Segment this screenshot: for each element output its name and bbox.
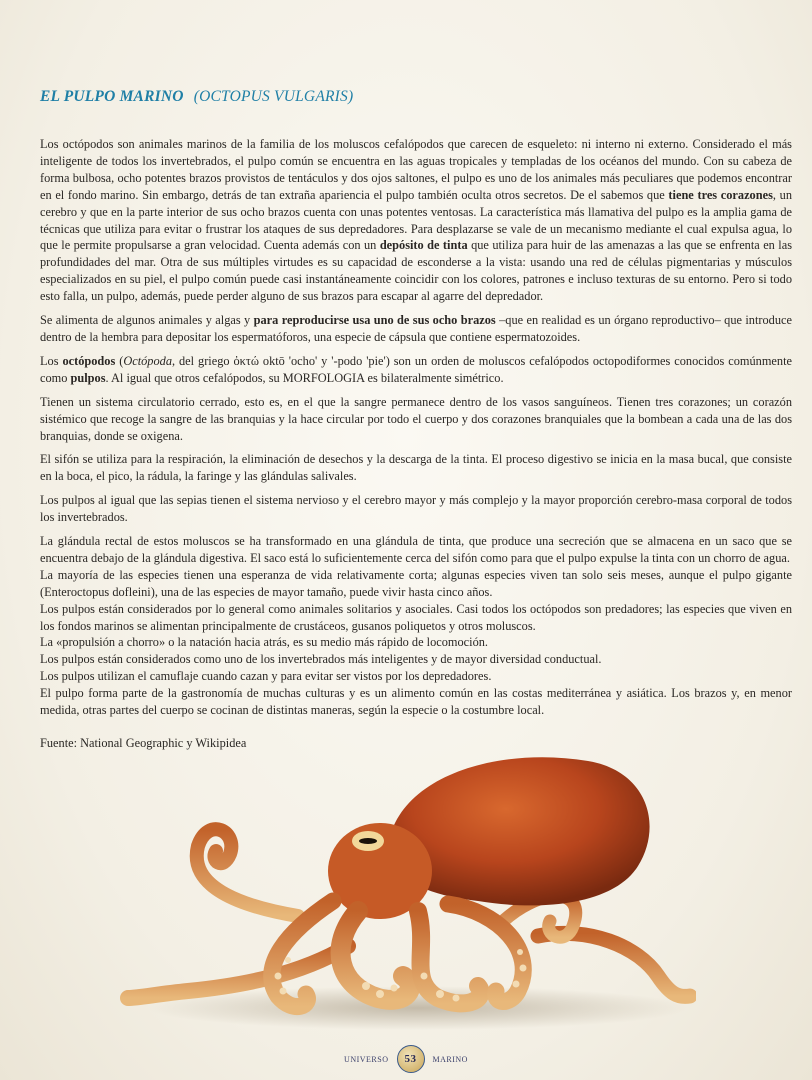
bold-text: tiene tres corazones <box>668 187 773 202</box>
source-credit: Fuente: National Geographic y Wikipidea <box>40 736 247 750</box>
title-main: EL PULPO MARINO <box>40 88 184 105</box>
page-footer <box>0 1045 812 1073</box>
footer-left-text: UNIVERSO <box>344 1054 389 1064</box>
paragraph-12: Los pulpos utilizan el camuflaje cuando cazan y para evitar ser vistos por los depredadores. <box>40 669 492 684</box>
text: . Al igual que otros cefalópodos, su MORFOLOGIA es bilateralmente simétrico. <box>105 370 504 385</box>
octopus-arm <box>197 829 298 916</box>
title-scientific-name: (OCTOPUS VULGARIS) <box>193 88 354 105</box>
paragraph-4: Tienen un sistema circulatorio cerrado, esto es, en el que la sangre permanece dentro de los vasos sanguíneos. Tienen tres corazones; un corazón sistémico que recoge la sangre de las branquias y la hace circular por todo el cuerpo y dos corazones branquiales que la bombean a cada una de las dos branquias, donde se oxigena. <box>40 394 792 443</box>
page-number: 53 <box>404 1053 417 1065</box>
octopus-pupil <box>359 838 377 844</box>
text: , del griego ὀκτώ oktō 'ocho' y '-podo 'pie') son un orden de moluscos cefalópodos octopodiformes conocidos comúnmente como <box>40 353 792 385</box>
octopus-illustration <box>118 736 696 1036</box>
text: Se alimenta de algunos animales y algas y <box>40 313 254 328</box>
paragraph-3 <box>40 353 792 387</box>
paragraph-10: La «propulsión a chorro» o la natación hacia atrás, es su medio más rápido de locomoción. <box>40 635 489 650</box>
text: que utiliza para huir de las amenazas a las que se enfrenta en las profundidades del mar. Otra de sus múltiples virtudes es su capacidad de esconderse a la vista: usando una red de células pigmentarias y músculos especializados en su piel, el pulpo común puede casi instantáneamente coincidir con los colores, patrones e incluso texturas de su entorno. Pero si todo esto falla, un pulpo, además, puede perder alguno de sus brazos para escapar al agarre del depredador. <box>40 238 793 304</box>
text: , un cerebro y que en la parte interior de sus ocho brazos cuenta con unas potentes ventosas. La característica más llamativa del pulpo es la amplia gama de técnicas que utiliza para evitar o frustrar los ataques de sus depredadores. Para desplazarse se vale de un mecanismo mediante el cual expulsa agua, lo que le permite propulsarse a gran velocidad. Cuenta además con un <box>40 187 792 253</box>
bold-text: depósito de tinta <box>379 238 468 253</box>
paragraph-11: Los pulpos están considerados como uno de los invertebrados más inteligentes y de mayor diversidad conductual. <box>40 652 602 667</box>
text: ( <box>115 353 124 368</box>
bold-text: para reproducirse usa uno de sus ocho brazos <box>253 313 496 328</box>
paragraph-2 <box>40 312 792 346</box>
footer-right-text: MARINO <box>432 1054 468 1064</box>
paragraph-8: La mayoría de las especies tienen una esperanza de vida relativamente corta; algunas especies viven tan solo seis meses, aunque el pulpo gigante (Enteroctopus dofleini), una de las especies de mayor tamaño, puede vivir hasta cinco años. <box>40 567 792 599</box>
page-number-badge <box>397 1045 425 1073</box>
italic-text: Octópoda <box>123 353 172 368</box>
bold-text: pulpos <box>70 370 106 385</box>
article-body <box>40 136 792 759</box>
text: Los <box>40 353 63 368</box>
paragraph-1 <box>40 136 792 305</box>
bold-text: octópodos <box>62 353 116 368</box>
text: Los octópodos son animales marinos de la familia de los moluscos cefalópodos que carecen de esqueleto: ni interno ni externo. Considerado el más inteligente de todos los invertebrados, el pulpo común se encuentra en las aguas tropicales y templadas de los océanos del mundo. Con su cabeza de forma bulbosa, ocho potentes brazos provistos de tentáculos y dos ojos saltones, el pulpo es uno de los animales más peculiares que podemos encontrar en el fondo marino. Sin embargo, detrás de tan extraña apariencia el pulpo también oculta otros secretos. De el sabemos que <box>40 137 792 202</box>
paragraph-6: Los pulpos al igual que las sepias tienen el sistema nervioso y el cerebro mayor y más complejo y la mayor proporción cerebro-masa corporal de todos los invertebrados. <box>40 493 792 525</box>
text: –que en realidad es un órgano reproductivo– que introduce dentro de la hembra para depositar los espermatóforos, una especie de cápsula que contiene espermatozoides. <box>40 313 792 344</box>
paragraph-5: El sifón se utiliza para la respiración, la eliminación de desechos y la descarga de la tinta. El proceso digestivo se inicia en la masa bucal, que consiste en la boca, el pico, la rádula, la faringe y las glándulas salivales. <box>40 452 792 484</box>
paragraph-7: La glándula rectal de estos moluscos se ha transformado en una glándula de tinta, que produce una secreción que se almacena en un saco que se encuentra debajo de la glándula digestiva. El saco está lo suficientemente cerca del sifón como para que el pulpo expulse la tinta con un chorro de agua. <box>40 534 792 565</box>
paragraph-9: Los pulpos están considerados por lo general como animales solitarios y asociales. Casi todos los octópodos son predadores; las especies que viven en los fondos marinos se alimentan principalmente de crustáceos, gusanos poliquetos y otros moluscos. <box>40 601 792 633</box>
article-title <box>40 88 353 106</box>
paragraph-13: El pulpo forma parte de la gastronomía de muchas culturas y es un alimento común en las costas mediterránea y asiática. Los brazos y, en menor medida, otras partes del cuerpo se cocinan de distintas maneras, según la especie o la costumbre local. <box>40 686 792 718</box>
